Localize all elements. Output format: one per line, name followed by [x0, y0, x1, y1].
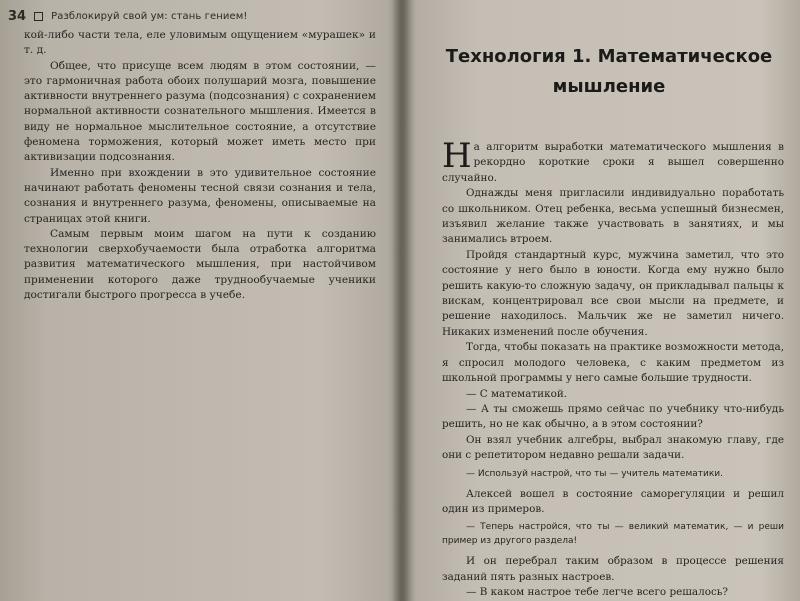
left-page — [0, 0, 398, 601]
paragraph: Именно при вхождении в это удивительное состояние начинают работать феномены тесной связи сознания и тела, сознания и внутреннего разума, феномены, описываемые на страницах этой книги. — [24, 166, 376, 225]
opening-paragraph — [442, 136, 784, 186]
dialogue-line: — А ты сможешь прямо сейчас по учебнику что-нибудь решить, но не как обычно, а в этом состоянии? — [442, 402, 784, 431]
paragraph: Общее, что присуще всем людям в этом состоянии, — это гармоничная работа обоих полушарий мозга, повышение активности внутреннего разума (подсознания) с сохранением нормальной активности сознательного мышления. Имеется в виду не нормальное мыслительное состояние, а отсутствие феномена торможения, который может иметь место при активизации подсознания. — [24, 59, 376, 164]
paragraph: И он перебрал таким образом в процессе решения заданий пять разных настроев. — [442, 555, 784, 583]
drop-cap: Н — [442, 136, 472, 176]
paragraph: Самым первым моим шагом на пути к созданию технологии сверхобучаемости была отработка алгоритма развития математического мышления, при настойчивом применении которого даже труднообучаемые ученики достигали быстрого прогресса в учебе. — [24, 227, 376, 302]
left-body-text — [24, 28, 376, 303]
page-number: 34 — [8, 8, 27, 24]
square-bullet-icon — [34, 12, 43, 21]
paragraph: Алексей вошел в состояние саморегуляции и решил один из примеров. — [442, 487, 784, 515]
right-body-text — [442, 136, 784, 601]
paragraph: Он взял учебник алгебры, выбрал знакомую главу, где они с репетитором недавно решали задачи. — [442, 433, 784, 462]
instruction-quote: — Теперь настройся, что ты — великий математик, — и реши пример из другого раздела! — [442, 522, 784, 547]
running-head-title: Разблокируй свой ум: стань гением! — [51, 10, 248, 22]
right-page — [404, 0, 800, 601]
chapter-title: Технология 1. Математическое мышление — [445, 46, 773, 97]
paragraph: Тогда, чтобы показать на практике возможности метода, я спросил молодого человека, с каким предметом из школьной программы у него самые большие трудности. — [442, 341, 784, 385]
paragraph: Пройдя стандартный курс, мужчина заметил, что это состояние у него было в юности. Когда ему нужно было решить какую-то сложную задачу, он прикладывал пальцы к вискам, концентрировал все свои мысли на предмете, и решение находилось. Мальчик же не заметил ничего. Никаких изменений после обучения. — [442, 248, 784, 338]
opening-paragraph-text: а алгоритм выработки математического мышления в рекордно короткие сроки я вышел совершенно случайно. — [442, 141, 784, 184]
paragraph: кой-либо части тела, еле уловимым ощущением «мурашек» и т. д. — [24, 29, 376, 57]
paragraph: Однажды меня пригласили индивидуально поработать со школьником. Отец ребенка, весьма успешный бизнесмен, изъявил желание также участвовать в занятиях, и мы занимались втроем. — [442, 187, 784, 246]
instruction-quote: — Используй настрой, что ты — учитель математики. — [466, 468, 724, 479]
running-head — [8, 6, 388, 26]
dialogue-line: — В каком настрое тебе легче всего решалось? — [466, 586, 729, 599]
dialogue-line: — С математикой. — [466, 387, 568, 400]
